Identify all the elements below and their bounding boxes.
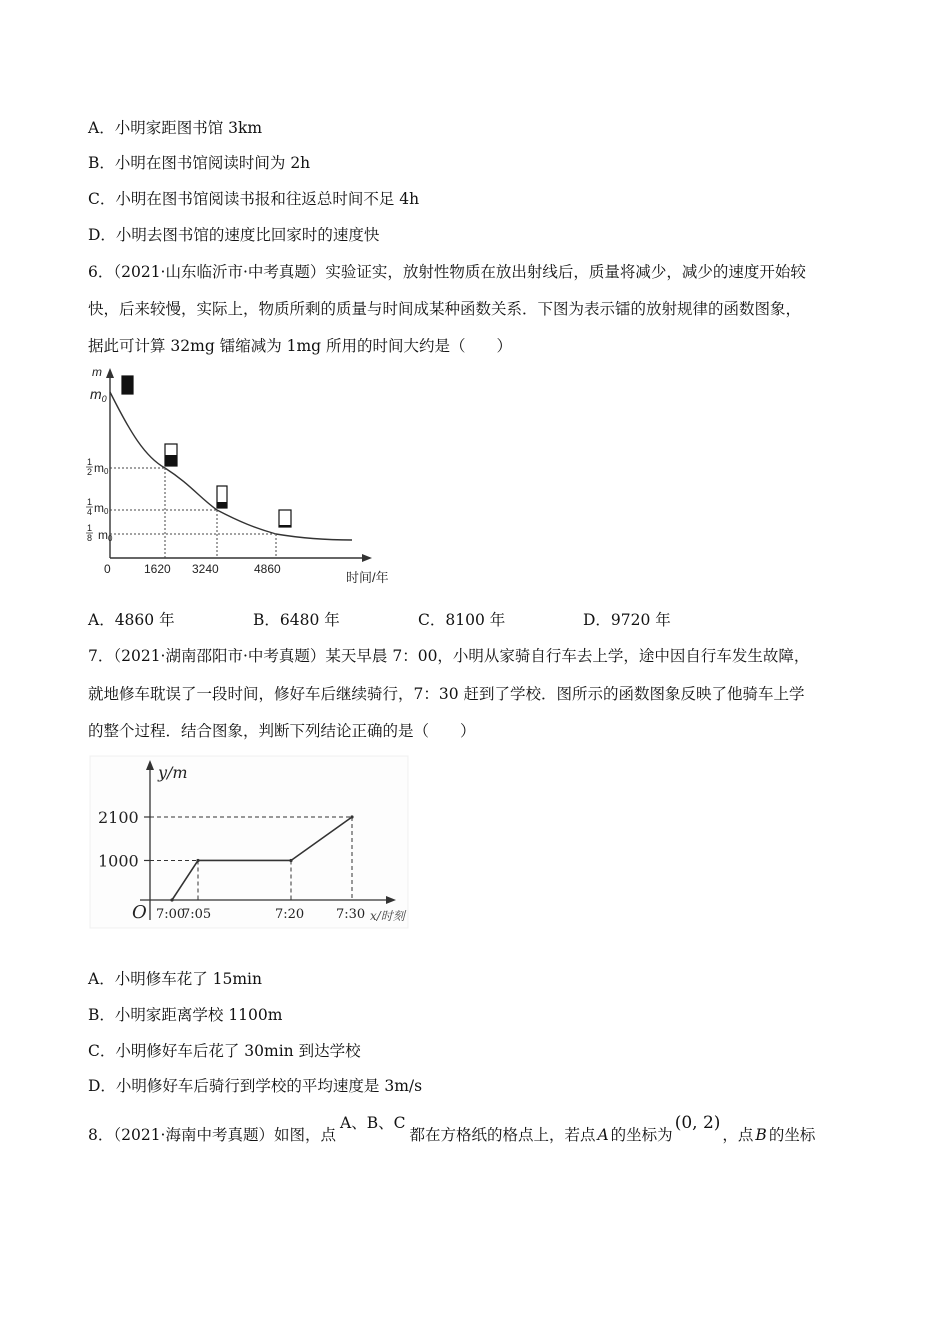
q5-option-a: A．小明家距图书馆 3km — [88, 119, 263, 137]
q6-option-b: B．6480 年 — [253, 611, 340, 629]
q6-label-half-num: 1 — [87, 457, 93, 467]
q6-x-label-0: 0 — [104, 562, 111, 576]
q6-label-eighth-m: m0 — [98, 528, 113, 543]
q8-points-abc: A、B、C — [340, 1114, 406, 1132]
q7-option-d: D．小明修好车后骑行到学校的平均速度是 3m/s — [88, 1077, 423, 1095]
q8-point-a: A — [597, 1126, 609, 1144]
q6-y-axis-label: m — [92, 365, 102, 379]
q7-origin-label: O — [132, 902, 147, 923]
q6-option-c: C．8100 年 — [418, 611, 506, 629]
q6-x-axis-label: 时间/年 — [346, 570, 389, 585]
q7-y-axis-label: y/m — [158, 763, 188, 782]
q7-option-c: C．小明修好车后花了 30min 到达学校 — [88, 1042, 361, 1060]
q8-comma: ，点 — [722, 1126, 754, 1144]
q6-label-quarter-den: 4 — [87, 507, 93, 517]
q6-label-m0: $m_0$ — [90, 386, 107, 404]
q6-stem-line-1: 6．（2021·山东临沂市·中考真题）实验证实，放射性物质在放出射线后，质量将减少，减少的速度开始较 — [88, 263, 806, 281]
q6-label-eighth-num: 1 — [87, 523, 93, 533]
q6-x-axis-arrow — [362, 554, 372, 562]
q5-option-d: D．小明去图书馆的速度比回家时的速度快 — [88, 226, 380, 244]
q7-x-tick-2: 7:20 — [275, 907, 305, 922]
q6-decay-curve — [110, 392, 352, 540]
q5-option-c: C．小明在图书馆阅读书报和往返总时间不足 4h — [88, 190, 420, 208]
q7-stem-line-1: 7．（2021·湖南邵阳市·中考真题）某天早晨 7：00，小明从家骑自行车去上学，途中因自行车发生故障， — [88, 647, 810, 665]
q8-stem-line-1 — [88, 1113, 816, 1145]
q8-coord-text: 的坐标为 — [610, 1126, 673, 1144]
q7-point-1 — [196, 859, 199, 862]
q7-option-b: B．小明家距离学校 1100m — [88, 1006, 283, 1024]
q7-y-tick-1000: 1000 — [98, 851, 139, 871]
q5-option-b: B．小明在图书馆阅读时间为 2h — [88, 154, 311, 172]
q7-point-3 — [350, 815, 353, 818]
q6-sample-eighth — [279, 510, 291, 527]
q7-distance-time-chart — [88, 752, 413, 932]
q6-sample-quarter — [217, 486, 227, 508]
q8-prefix: 8．（2021·海南中考真题）如图，点 — [88, 1126, 336, 1144]
q7-x-tick-0: 7:00 — [156, 907, 186, 922]
q6-decay-graph — [80, 362, 410, 590]
q7-stem-line-2: 就地修车耽误了一段时间，修好车后继续骑行，7：30 赶到了学校．图所示的函数图象反映了他骑车上学 — [88, 685, 805, 703]
q8-point-b: B — [755, 1126, 767, 1144]
q6-stem-line-2: 快，后来较慢，实际上，物质所剩的质量与时间成某种函数关系．下图为表示镭的放射规律的函数图象， — [88, 300, 802, 318]
q7-x-axis-label: x/时刻 — [370, 909, 405, 923]
q6-label-half-m: m0 — [94, 461, 109, 476]
q8-suffix: 的坐标 — [768, 1126, 816, 1144]
q6-stem-line-3: 据此可计算 32mg 镭缩减为 1mg 所用的时间大约是（ ） — [88, 337, 513, 355]
q6-x-label-1620: 1620 — [144, 562, 171, 576]
q8-coord-a: (0, 2) — [674, 1113, 721, 1133]
q7-stem-line-3: 的整个过程．结合图象，判断下列结论正确的是（ ） — [88, 722, 476, 740]
q7-y-tick-2100: 2100 — [98, 808, 139, 827]
q6-sample-half — [165, 444, 177, 466]
q7-x-tick-1: 7:05 — [182, 907, 212, 922]
q7-point-2 — [289, 859, 292, 862]
q7-x-tick-3: 7:30 — [336, 907, 366, 922]
q6-y-axis-arrow — [106, 368, 114, 378]
q6-x-label-3240: 3240 — [192, 562, 219, 576]
q6-option-d: D．9720 年 — [583, 611, 671, 629]
q6-option-a: A．4860 年 — [88, 611, 175, 629]
q6-x-label-4860: 4860 — [254, 562, 281, 576]
q6-label-quarter-m: m0 — [94, 501, 109, 516]
q6-label-half-den: 2 — [87, 467, 93, 477]
q6-label-quarter-num: 1 — [87, 497, 93, 507]
q6-sample-full — [122, 376, 133, 394]
q7-point-0 — [170, 898, 173, 901]
q8-middle: 都在方格纸的格点上，若点 — [409, 1126, 596, 1144]
q6-label-eighth-den: 8 — [87, 533, 93, 543]
q7-option-a: A．小明修车花了 15min — [88, 970, 262, 988]
